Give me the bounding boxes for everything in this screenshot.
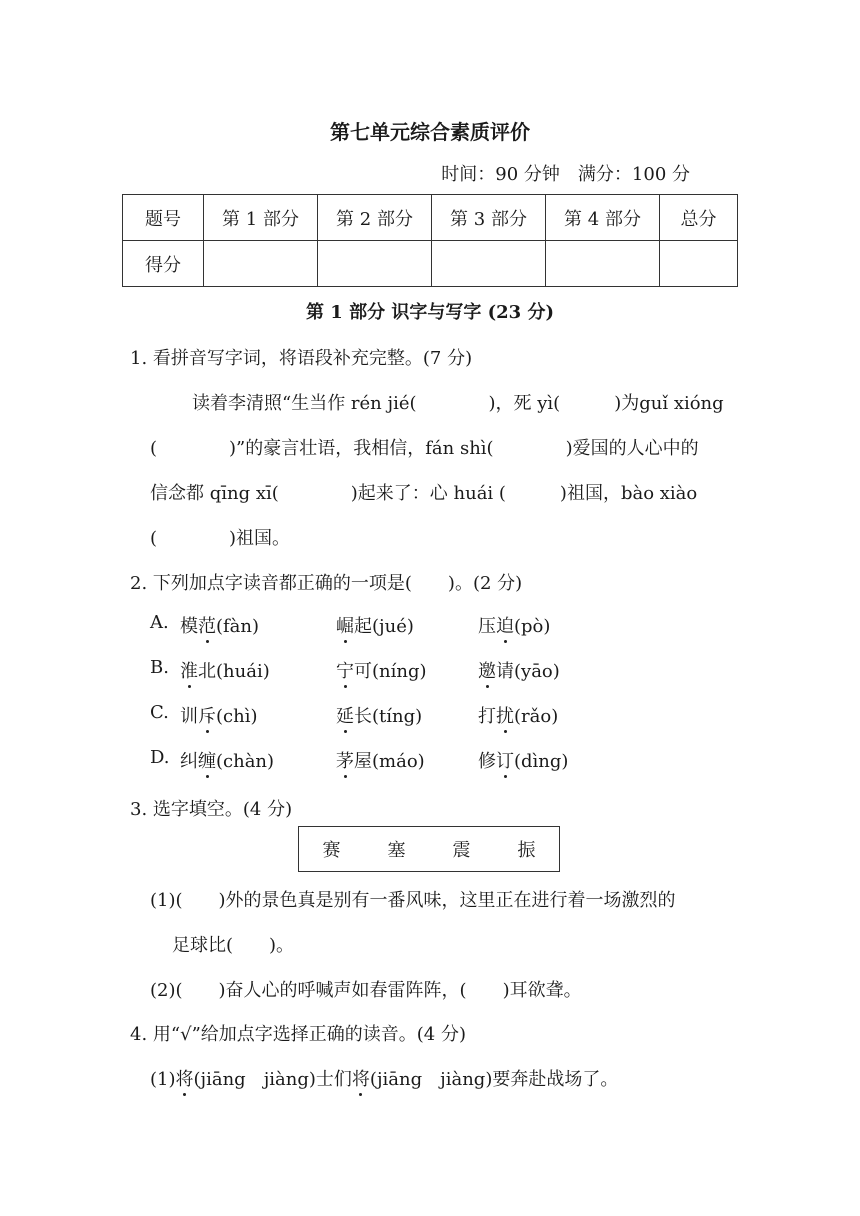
question-1-line: 信念都 qīng xī( )起来了：心 huái ( )祖国，bào xiào [150, 483, 698, 504]
option-b-item: 淮北(huái) [180, 657, 270, 683]
score-cell[interactable] [660, 241, 738, 287]
score-table [122, 194, 738, 287]
score-header-cell: 第 2 部分 [318, 195, 432, 241]
score-cell[interactable] [546, 241, 660, 287]
option-d-item: 茅屋(máo) [336, 747, 425, 773]
score-row-label: 得分 [123, 241, 204, 287]
question-1-line: ( )祖国。 [150, 528, 291, 549]
exam-meta: 时间：90 分钟 满分：100 分 [441, 164, 690, 185]
question-3-sentence: (2)( )奋人心的呼喊声如春雷阵阵，( )耳欲聋。 [150, 980, 582, 1001]
option-c-item: 延长(tíng) [336, 702, 422, 728]
score-header-cell: 第 3 部分 [432, 195, 546, 241]
score-table-header-row [123, 195, 738, 241]
question-2-stem: 2. 下列加点字读音都正确的一项是( )。(2 分) [130, 573, 523, 594]
choice-char: 振 [517, 840, 536, 861]
question-3-sentence: (1)( )外的景色真是别有一番风味，这里正在进行着一场激烈的 [150, 890, 676, 911]
choice-char: 赛 [322, 840, 341, 861]
page-title: 第七单元综合素质评价 [330, 120, 530, 144]
score-header-cell: 题号 [123, 195, 204, 241]
question-3-sentence: 足球比( )。 [172, 935, 295, 956]
choice-char: 塞 [387, 840, 406, 861]
score-header-cell: 总分 [660, 195, 738, 241]
score-table-score-row [123, 241, 738, 287]
option-b-label: B. [150, 657, 169, 678]
character-choice-box [298, 826, 560, 872]
section-heading: 第 1 部分 识字与写字 (23 分) [306, 302, 554, 323]
option-a-item: 模范(fàn) [180, 612, 259, 638]
question-1-line: ( )”的豪言壮语，我相信，fán shì( )爱国的人心中的 [150, 438, 699, 459]
option-a-item: 崛起(jué) [336, 612, 414, 638]
option-d-item: 修订(dìng) [478, 747, 568, 773]
option-a-item: 压迫(pò) [478, 612, 550, 638]
option-b-item: 邀请(yāo) [478, 657, 560, 683]
score-header-cell: 第 1 部分 [204, 195, 318, 241]
question-3-stem: 3. 选字填空。(4 分) [130, 799, 293, 820]
score-header-cell: 第 4 部分 [546, 195, 660, 241]
score-cell[interactable] [204, 241, 318, 287]
option-c-item: 打扰(rǎo) [478, 702, 558, 728]
question-4-stem: 4. 用“√”给加点字选择正确的读音。(4 分) [130, 1024, 466, 1045]
option-d-item: 纠缠(chàn) [180, 747, 274, 773]
option-d-label: D. [150, 747, 170, 768]
question-1-stem: 1. 看拼音写字词，将语段补充完整。(7 分) [130, 348, 473, 369]
question-1-line: 读着李清照“生当作 rén jié( )，死 yì( )为guǐ xióng [192, 393, 724, 414]
option-a-label: A. [150, 612, 169, 633]
score-cell[interactable] [432, 241, 546, 287]
choice-char: 震 [452, 840, 471, 861]
option-c-item: 训斥(chì) [180, 702, 257, 728]
question-4-sentence: (1)将(jiāng jiàng)士们将(jiāng jiàng)要奔赴战场了。 [150, 1065, 618, 1091]
score-cell[interactable] [318, 241, 432, 287]
option-c-label: C. [150, 702, 169, 723]
option-b-item: 宁可(níng) [336, 657, 427, 683]
